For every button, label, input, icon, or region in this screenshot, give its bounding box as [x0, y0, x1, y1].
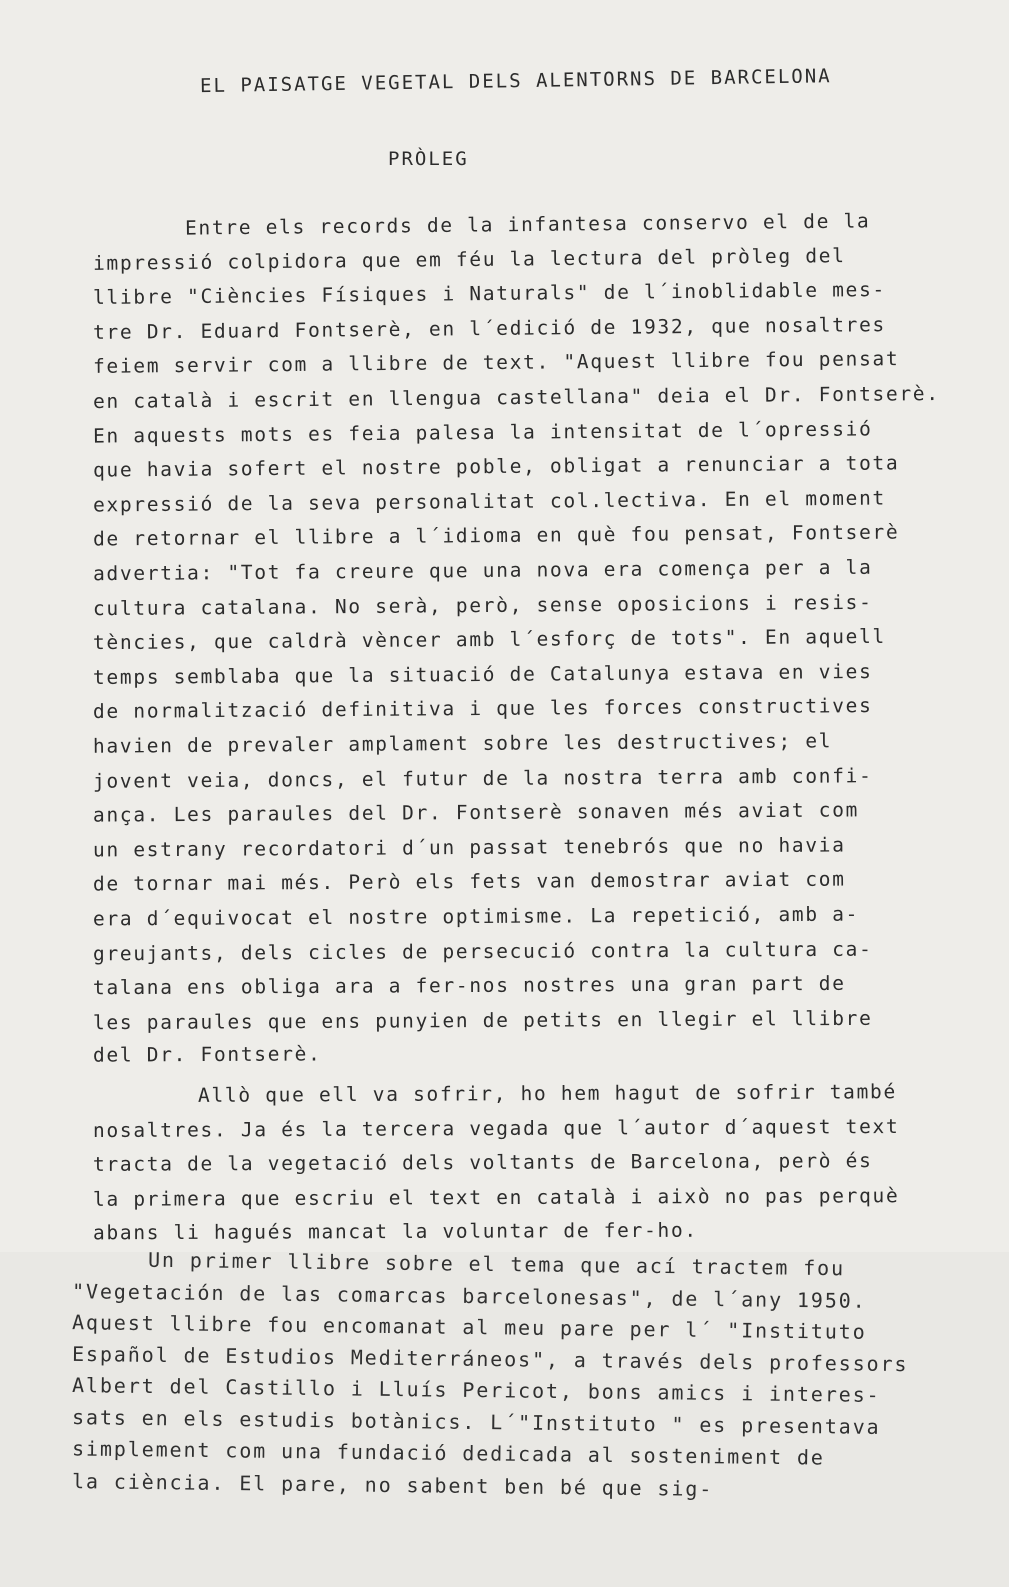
text-line: havien de prevaler amplament sobre les destructives; el	[92, 729, 833, 758]
text-line: temps semblaba que la situació de Catalunya estava en vies	[92, 659, 873, 689]
text-line: nosaltres. Ja és la tercera vegada que l´autor d´aquest text	[92, 1114, 900, 1142]
text-line: la ciència. El pare, no sabent ben bé que sig-	[71, 1468, 714, 1501]
text-line: cultura catalana. No serà, però, sense oposicions i resis-	[92, 590, 873, 620]
text-line: Un primer llibre sobre el tema que ací tractem fou	[147, 1247, 846, 1281]
text-line: les paraules que ens punyien de petits en llegir el llibre	[92, 1006, 873, 1035]
text-line: en català i escrit en llengua castellana" deia el Dr. Fontserè.	[92, 382, 940, 413]
text-line: un estrany recordatori d´un passat tenebrós que no havia	[92, 833, 846, 862]
text-line: feiem servir com a llibre de text. "Aquest llibre fou pensat	[92, 347, 900, 379]
text-line: En aquests mots es feia palesa la intensitat de l´opressió	[92, 417, 873, 448]
text-line: talana ens obliga ara a fer-nos nostres una gran part de	[92, 971, 846, 1000]
text-line: ança. Les paraules del Dr. Fontserè sonaven més aviat com	[92, 798, 860, 827]
text-line: tències, que caldrà vèncer amb l´esforç de tots". En aquell	[92, 625, 887, 655]
text-line: llibre "Ciències Físiques i Naturals" de l´inoblidable mes-	[92, 278, 887, 310]
text-line: que havia sofert el nostre poble, obligat a renunciar a tota	[92, 451, 900, 482]
text-line: Albert del Castillo i Lluís Pericot, bons amics i interes-	[71, 1373, 881, 1407]
text-line: simplement com una fundació dedicada al sosteniment de	[71, 1436, 825, 1470]
text-line: de tornar mai més. Però els fets van demostrar aviat com	[92, 867, 846, 896]
text-line: de normalització definitiva i que les forces constructives	[92, 694, 873, 724]
text-line: Aquest llibre fou encomanat al meu pare per l´ "Instituto	[71, 1310, 867, 1344]
text-line: Allò que ell va sofrir, ho hem hagut de sofrir també	[197, 1080, 897, 1107]
lower-sheet	[0, 1247, 1009, 1587]
text-line: tracta de la vegetació dels voltants de Barcelona, però és	[92, 1149, 873, 1177]
text-line: de retornar el llibre a l´idioma en què fou pensat, Fontserè	[92, 520, 900, 551]
text-line: era d´equivocat el nostre optimisme. La repetició, amb a-	[92, 902, 860, 931]
document-title: EL PAISATGE VEGETAL DELS ALENTORNS DE BARCELONA	[199, 65, 832, 98]
text-line: Español de Estudios Mediterráneos", a través dels professors	[71, 1341, 909, 1376]
text-line: advertia: "Tot fa creure que una nova era comença per a la	[92, 555, 873, 586]
text-line: Entre els records de la infantesa conservo el de la	[184, 209, 871, 240]
text-line: greujants, dels cicles de persecució contra la cultura ca-	[92, 937, 873, 965]
section-heading: PRÒLEG	[388, 148, 469, 170]
text-line: expressió de la seva personalitat col.lectiva. En el moment	[92, 486, 887, 517]
text-line: la primera que escriu el text en català i això no pas perquè	[92, 1183, 900, 1211]
text-line: sats en els estudis botànics. L´"Instituto " es presentava	[71, 1404, 881, 1439]
text-line: impressió colpidora que em féu la lectura del pròleg del	[92, 243, 846, 275]
text-line: abans li hagués mancat la voluntar de fer-ho.	[92, 1219, 698, 1245]
text-line: "Vegetación de las comarcas barcelonesas", de l´any 1950.	[71, 1278, 867, 1313]
text-line: jovent veia, doncs, el futur de la nostra terra amb confi-	[92, 763, 873, 793]
text-line: del Dr. Fontserè.	[92, 1042, 322, 1068]
text-line: tre Dr. Eduard Fontserè, en l´edició de 1932, que nosaltres	[92, 312, 887, 344]
